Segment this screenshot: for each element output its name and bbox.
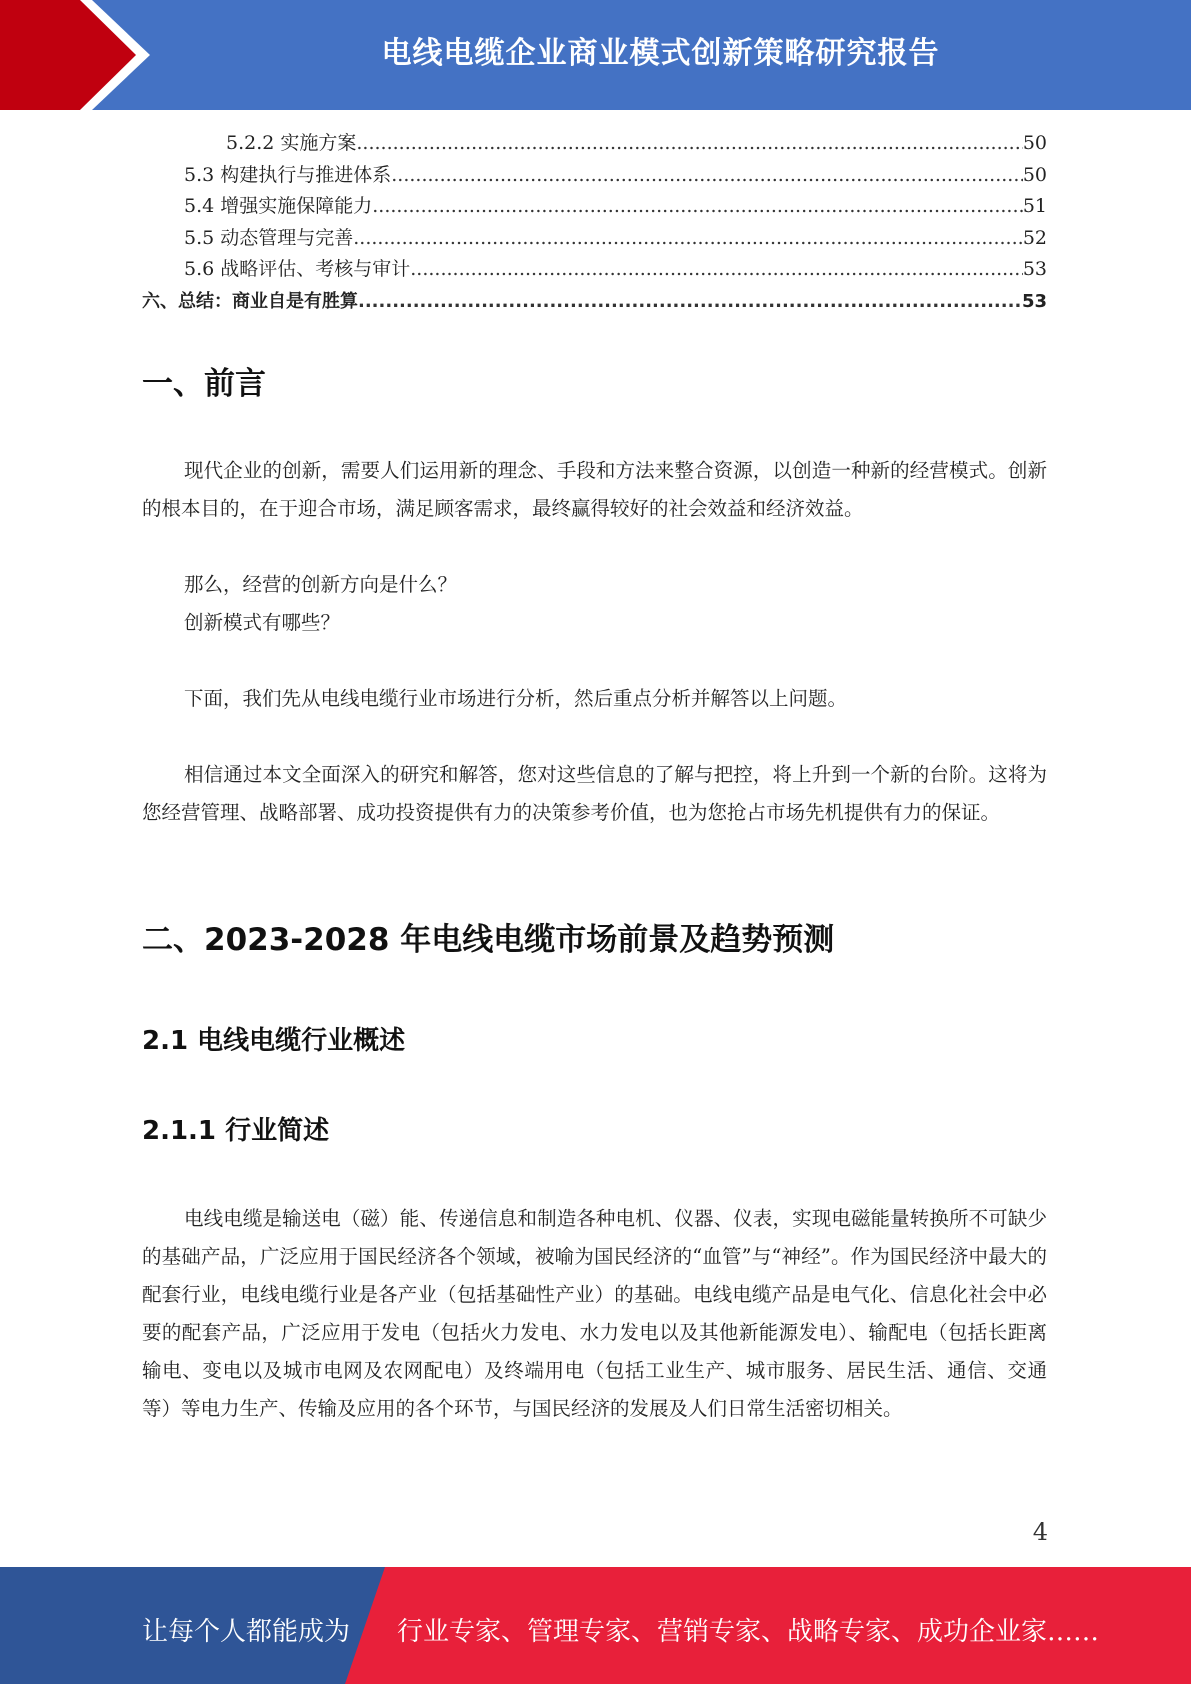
subsubsection-heading: 2.1.1 行业简述 <box>142 1116 330 1146</box>
page-footer <box>0 1567 1191 1684</box>
toc-entry-label: 5.4 增强实施保障能力 <box>184 195 373 217</box>
toc-entry-label: 5.6 战略评估、考核与审计 <box>184 258 411 280</box>
toc-entry-page: 53 <box>1022 258 1047 280</box>
page-header <box>0 0 1191 110</box>
toc-entry-page: 51 <box>1022 195 1047 217</box>
body-paragraph: 下面，我们先从电线电缆行业市场进行分析，然后重点分析并解答以上问题。 <box>184 687 848 710</box>
section-heading-preface: 一、前言 <box>142 366 266 402</box>
section-heading-market: 二、2023-2028 年电线电缆市场前景及趋势预测 <box>142 922 835 958</box>
toc-entry[interactable] <box>142 286 1047 318</box>
toc-entry-label: 六、总结：商业自是有胜算 <box>142 290 358 312</box>
footer-slogan-right: 行业专家、管理专家、营销专家、战略专家、成功企业家…… <box>397 1617 1100 1647</box>
toc-leader-dots <box>391 160 1023 192</box>
body-paragraph: 创新模式有哪些？ <box>184 611 341 634</box>
toc-leader-dots <box>356 128 1022 160</box>
toc-entry-label: 5.2.2 实施方案 <box>226 132 357 154</box>
toc-entry[interactable] <box>142 128 1047 160</box>
report-title: 电线电缆企业商业模式创新策略研究报告 <box>381 36 940 71</box>
toc-entry[interactable] <box>142 223 1047 255</box>
body-paragraph: 电线电缆是输送电（磁）能、传递信息和制造各种电机、仪器、仪表，实现电磁能量转换所不可缺少的基础产品，广泛应用于国民经济各个领域，被喻为国民经济的“血管”与“神经”。作为国民经济中最大的配套行业，电线电缆行业是各产业（包括基础性产业）的基础。电线电缆产品是电气化、信息化社会中必要的配套产品，广泛应用于发电（包括火力发电、水力发电以及其他新能源发电）、输配电（包括长距离输电、变电以及城市电网及农网配电）及终端用电（包括工业生产、城市服务、居民生活、通信、交通等）等电力生产、传输及应用的各个环节，与国民经济的发展及人们日常生活密切相关。 <box>142 1207 1047 1420</box>
toc-entry-page: 50 <box>1022 132 1047 154</box>
page-number: 4 <box>1032 1518 1048 1546</box>
toc-leader-dots <box>410 254 1023 286</box>
toc-entry[interactable] <box>142 160 1047 192</box>
body-paragraph: 那么，经营的创新方向是什么？ <box>184 573 458 596</box>
subsection-heading: 2.1 电线电缆行业概述 <box>142 1026 406 1056</box>
body-paragraph: 现代企业的创新，需要人们运用新的理念、手段和方法来整合资源，以创造一种新的经营模式。创新的根本目的，在于迎合市场，满足顾客需求，最终赢得较好的社会效益和经济效益。 <box>142 459 1047 520</box>
toc-entry[interactable] <box>142 254 1047 286</box>
toc-entry-label: 5.3 构建执行与推进体系 <box>184 163 392 186</box>
toc-entry-label: 5.5 动态管理与完善 <box>184 226 354 249</box>
body-paragraph: 相信通过本文全面深入的研究和解答，您对这些信息的了解与把控，将上升到一个新的台阶。这将为您经营管理、战略部署、成功投资提供有力的决策参考价值，也为您抢占市场先机提供有力的保证。 <box>142 763 1047 824</box>
toc-list <box>142 128 1047 317</box>
toc-leader-dots <box>353 223 1023 255</box>
footer-slogan-left: 让每个人都能成为 <box>142 1617 351 1647</box>
toc-entry-page: 50 <box>1022 163 1047 186</box>
toc-entry-page: 53 <box>1021 290 1047 312</box>
toc-leader-dots <box>372 191 1023 223</box>
toc-entry[interactable] <box>142 191 1047 223</box>
toc-leader-dots <box>358 286 1022 318</box>
toc-entry-page: 52 <box>1022 226 1047 249</box>
